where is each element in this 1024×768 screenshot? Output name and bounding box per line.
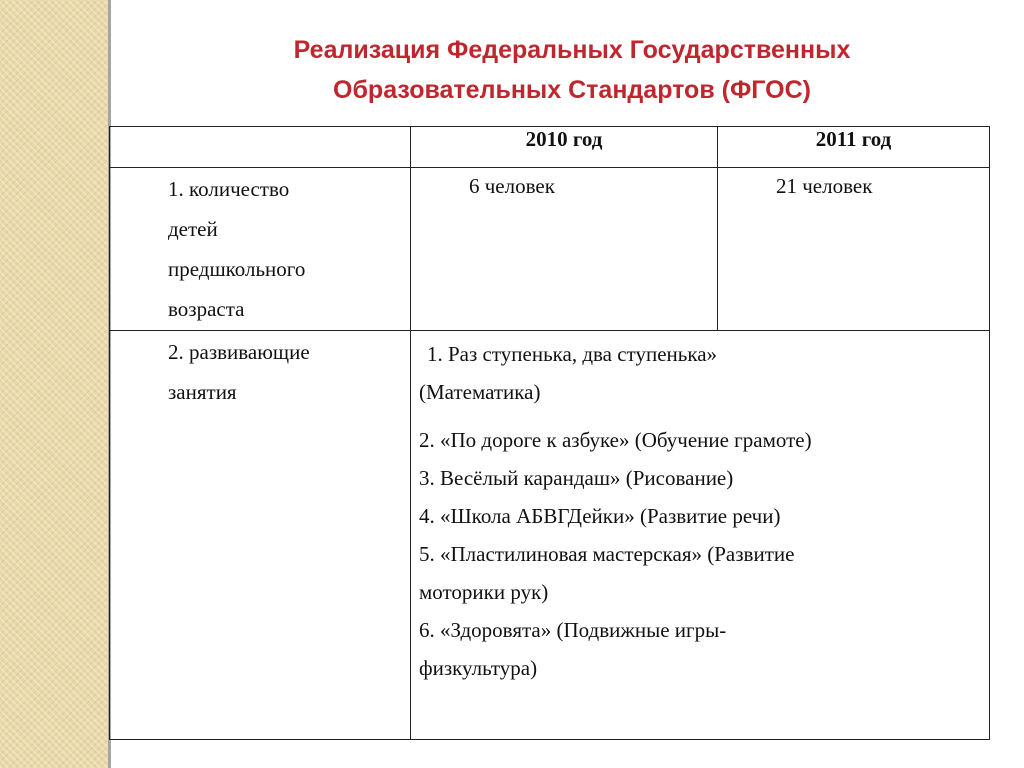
row1-label-line: возраста — [168, 297, 245, 321]
activity-item: 1. Раз ступенька, два ступенька» — [427, 342, 718, 366]
activity-item: 5. «Пластилиновая мастерская» (Развитие — [419, 542, 795, 566]
decorative-side-band — [0, 0, 108, 768]
row2-label-line: 2. развивающие — [168, 340, 310, 364]
row2-label-cell — [110, 331, 411, 740]
table-row-children-count — [110, 168, 990, 331]
table-header-row — [110, 127, 990, 168]
row1-value-2010: 6 человек — [411, 168, 718, 331]
header-2011: 2011 год — [718, 127, 990, 168]
row1-label-cell — [110, 168, 411, 331]
title-line-1: Реализация Федеральных Государственных — [293, 36, 851, 64]
activity-item: 6. «Здоровята» (Подвижные игры- — [419, 618, 727, 642]
row1-value-2011: 21 человек — [718, 168, 990, 331]
slide-title — [120, 30, 1024, 110]
row1-label-line: 1. количество — [168, 177, 290, 201]
row2-activities-list — [411, 331, 990, 740]
table-row-activities — [110, 331, 990, 740]
row1-label-line: детей — [168, 217, 218, 241]
activity-item: (Математика) — [419, 380, 541, 404]
title-line-2: Образовательных Стандартов (ФГОС) — [333, 76, 811, 104]
activity-item: моторики рук) — [419, 580, 549, 604]
activity-item: физкультура) — [419, 656, 538, 680]
activity-item: 4. «Школа АБВГДейки» (Развитие речи) — [419, 504, 781, 528]
activity-item: 3. Весёлый карандаш» (Рисование) — [419, 466, 734, 490]
row1-label-line: предшкольного — [168, 257, 306, 281]
header-2010: 2010 год — [411, 127, 718, 168]
row2-label-line: занятия — [168, 380, 237, 404]
activity-item: 2. «По дороге к азбуке» (Обучение грамоте) — [419, 428, 812, 452]
fgos-table — [109, 126, 990, 740]
header-empty-cell — [110, 127, 411, 168]
